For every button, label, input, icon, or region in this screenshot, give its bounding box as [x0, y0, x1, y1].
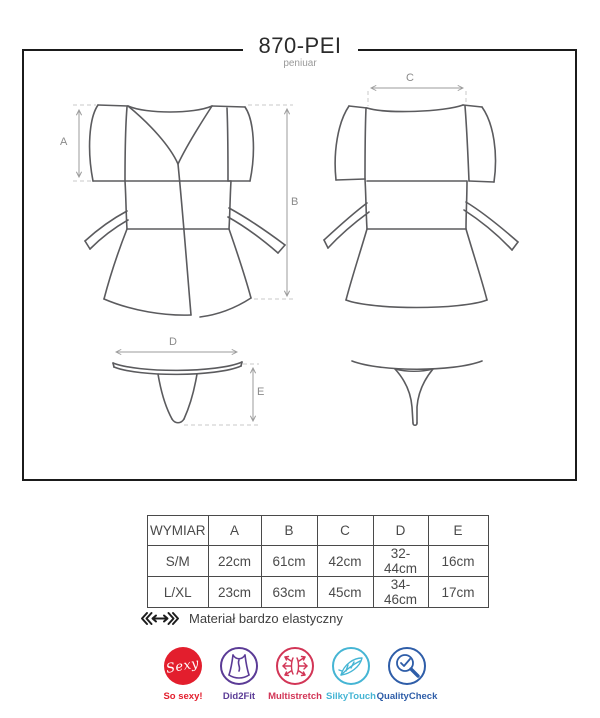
page-subtitle: peniuar	[283, 58, 317, 69]
stretch-arrows-icon	[278, 649, 312, 683]
measure-label-D: D	[169, 336, 177, 348]
size-row-lxl	[148, 577, 489, 608]
size-table-header-row	[148, 516, 489, 546]
garment-technical-drawing	[22, 48, 577, 481]
peignoir-back-outline	[324, 105, 518, 308]
page-title: 870-PEI	[258, 33, 342, 58]
badge-label: So sexy!	[163, 691, 203, 702]
badge-label: Multistretch	[268, 691, 322, 702]
sexy-script-text: Sexy	[165, 655, 201, 677]
measure-label-B: B	[291, 196, 299, 208]
value-e: 16cm	[428, 546, 488, 577]
value-b: 61cm	[261, 546, 317, 577]
sexy-badge-icon	[164, 647, 202, 685]
title-block	[0, 34, 600, 71]
value-c: 45cm	[317, 577, 373, 608]
value-b: 63cm	[261, 577, 317, 608]
badge-qualitycheck	[376, 647, 438, 702]
badge-label: SilkyTouch	[326, 691, 376, 702]
header-c: C	[317, 516, 373, 546]
badge-so-sexy	[155, 647, 211, 702]
dashed-guides	[73, 91, 466, 425]
feature-badges	[155, 647, 438, 702]
measure-label-E: E	[257, 386, 265, 398]
badge-multistretch	[267, 647, 323, 702]
feather-icon	[334, 649, 368, 683]
material-note-text: Materiał bardzo elastyczny	[189, 611, 343, 626]
value-a: 22cm	[208, 546, 261, 577]
header-e: E	[428, 516, 488, 546]
magnifier-check-icon	[390, 649, 424, 683]
material-note	[139, 611, 343, 626]
badge-did2fit	[211, 647, 267, 702]
badge-label: Did2Fit	[222, 691, 256, 702]
badge-label: QualityCheck	[376, 691, 438, 702]
value-c: 42cm	[317, 546, 373, 577]
stretch-icon	[139, 611, 181, 626]
header-d: D	[373, 516, 428, 546]
badge-silkytouch	[323, 647, 379, 702]
peignoir-front-outline	[85, 105, 285, 317]
value-e: 17cm	[428, 577, 488, 608]
value-d: 32-44cm	[373, 546, 428, 577]
header-b: B	[261, 516, 317, 546]
header-wymiar: WYMIAR	[148, 516, 209, 546]
size-row-sm	[148, 546, 489, 577]
thong-front-outline	[113, 362, 242, 423]
measure-label-C: C	[406, 72, 414, 84]
value-d: 34-46cm	[373, 577, 428, 608]
thong-back-outline	[352, 361, 482, 425]
size-table	[147, 515, 489, 608]
size-label: L/XL	[148, 577, 209, 608]
bodice-icon	[222, 649, 256, 683]
value-a: 23cm	[208, 577, 261, 608]
size-label: S/M	[148, 546, 209, 577]
measure-label-A: A	[60, 136, 68, 148]
header-a: A	[208, 516, 261, 546]
